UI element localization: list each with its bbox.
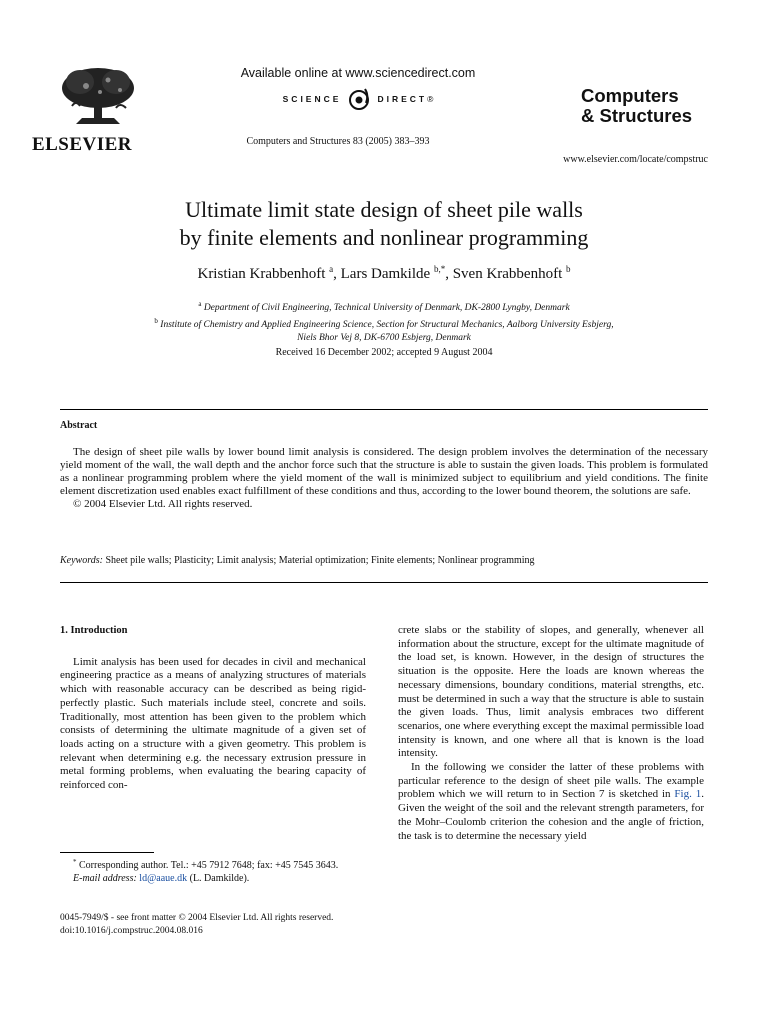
email-suffix: (L. Damkilde).	[189, 873, 250, 884]
author-affil-marker: b	[566, 264, 571, 274]
paragraph-text: In the following we consider the latter of these problems with particular reference to the design of sheet pile walls. The example problem which we will return to in Section 7 is sketched in	[398, 761, 704, 801]
abstract-body	[60, 446, 708, 511]
email-link[interactable]: ld@aaue.dk	[139, 873, 188, 884]
author-affil-marker: a	[329, 264, 334, 274]
section-heading: 1. Introduction	[60, 625, 128, 636]
article-title-line2: by finite elements and nonlinear programming	[179, 225, 589, 250]
affil-text: Niels Bhor Vej 8, DK-6700 Esbjerg, Denmark	[297, 333, 471, 343]
affil-marker: a	[198, 300, 202, 308]
left-column	[60, 624, 366, 793]
author-name[interactable]: Lars Damkilde	[340, 266, 431, 282]
affiliation-line	[60, 332, 708, 345]
journal-name	[581, 86, 692, 126]
received-dates: Received 16 December 2002; accepted 9 August 2004	[275, 347, 493, 358]
sciencedirect-left-text: SCIENCE	[282, 94, 342, 104]
sciencedirect-right-text: DIRECT	[377, 94, 428, 104]
footnote-marker: *	[73, 858, 77, 866]
paragraph: crete slabs or the stability of slopes, and generally, whenever all information about the structure, except for the ultimate magnitude of the load set, is known. However, in the design of structures the situation is the opposite. Here the loads are known whereas the necessary dimensions, boundary conditions, material strengths, etc. must be determined in such a way that the structure is able to sustain the given loads. Thus, limit analysis embraces two different scenarios, one where everything except the maximal permissible load intensity is known, and one where all that is known is the load intensity.	[398, 624, 704, 760]
footnote-divider	[60, 852, 154, 853]
divider	[60, 582, 708, 583]
sciencedirect-d-icon	[345, 85, 373, 113]
author-name[interactable]: Sven Krabbenhoft	[452, 266, 563, 282]
keywords-text: Sheet pile walls; Plasticity; Limit analysis; Material optimization; Finite elements; Nonlinear programming	[105, 555, 535, 566]
journal-name-line2: & Structures	[581, 105, 693, 126]
abstract-text: The design of sheet pile walls by lower bound limit analysis is considered. The design problem involves the determination of the necessary yield moment of the wall, the wall depth and the anchor force such that the structure is able to sustain the given loads. This problem is formulated as a nonlinear programming problem where the yield moment of the wall is minimized subject to equilibrium and yield conditions. The finite element discretization used enables exact fulfillment of these conditions and thus, according to the lower bound theorem, the solutions are safe.	[60, 446, 708, 497]
available-online-text[interactable]: Available online at www.sciencedirect.com	[240, 66, 476, 80]
issn-line: 0045-7949/$ - see front matter © 2004 Elsevier Ltd. All rights reserved.	[60, 913, 334, 923]
author-name[interactable]: Kristian Krabbenhoft	[197, 266, 326, 282]
paragraph-text: . Given the weight of the soil and the relevant strength parameters, for the Mohr–Coulomb criterion the cohesion and the angle of friction, the task is to determine the necessary yield	[398, 788, 704, 842]
footnote	[60, 856, 366, 885]
article-title-line1: Ultimate limit state design of sheet pile walls	[185, 197, 583, 222]
front-matter-info	[60, 912, 333, 938]
journal-citation: Computers and Structures 83 (2005) 383–393	[246, 136, 430, 147]
author-list: Kristian Krabbenhoft $^a$, Lars Damkilde $^{b,*}$, Sven Krabbenhoft $^b$	[197, 264, 571, 282]
affiliation-line	[60, 315, 708, 332]
corresponding-author-text: Corresponding author. Tel.: +45 7912 7648; fax: +45 7545 3643.	[79, 860, 339, 871]
article-title	[60, 196, 708, 252]
journal-url-link[interactable]: www.elsevier.com/locate/compstruc	[563, 154, 708, 165]
affiliations	[60, 298, 708, 345]
affil-marker: b	[154, 317, 158, 325]
publisher-name: ELSEVIER	[31, 134, 133, 155]
sciencedirect-logo[interactable]	[188, 84, 528, 114]
journal-name-line1: Computers	[581, 85, 679, 106]
doi-line[interactable]: doi:10.1016/j.compstruc.2004.08.016	[60, 926, 203, 936]
abstract-heading: Abstract	[60, 420, 98, 431]
author-affil-marker: b,*	[433, 264, 446, 274]
affil-text: Department of Civil Engineering, Technical University of Denmark, DK-2800 Lyngby, Denmark	[203, 303, 570, 313]
right-column	[398, 624, 704, 843]
affil-text: Institute of Chemistry and Applied Engineering Science, Section for Structural Mechanics, Aalborg University Esbjerg,	[160, 320, 614, 330]
paragraph	[398, 761, 704, 843]
affiliation-line	[60, 298, 708, 315]
divider	[60, 409, 708, 410]
paragraph: Limit analysis has been used for decades in civil and mechanical engineering practice as a means of analyzing structures of materials which with reasonable accuracy can be described as being rigid-perfectly plastic. Such materials include steel, concrete and soils. Traditionally, most attention has been given to the problem which consists of determining the ultimate magnitude of a given set of loads acting on a structure with a given geometry. This problem is relevant when determining e.g. the necessary extrusion pressure in metal forming problems, when evaluating the bearing capacity of reinforced con-	[60, 655, 366, 792]
keywords	[60, 555, 708, 566]
abstract-copyright: © 2004 Elsevier Ltd. All rights reserved.	[73, 498, 253, 510]
email-label: E-mail address:	[73, 873, 137, 884]
figure-link[interactable]: Fig. 1	[674, 788, 702, 801]
elsevier-tree-logo	[56, 66, 140, 126]
registered-mark: ®	[427, 94, 434, 104]
keywords-label: Keywords:	[60, 555, 103, 566]
